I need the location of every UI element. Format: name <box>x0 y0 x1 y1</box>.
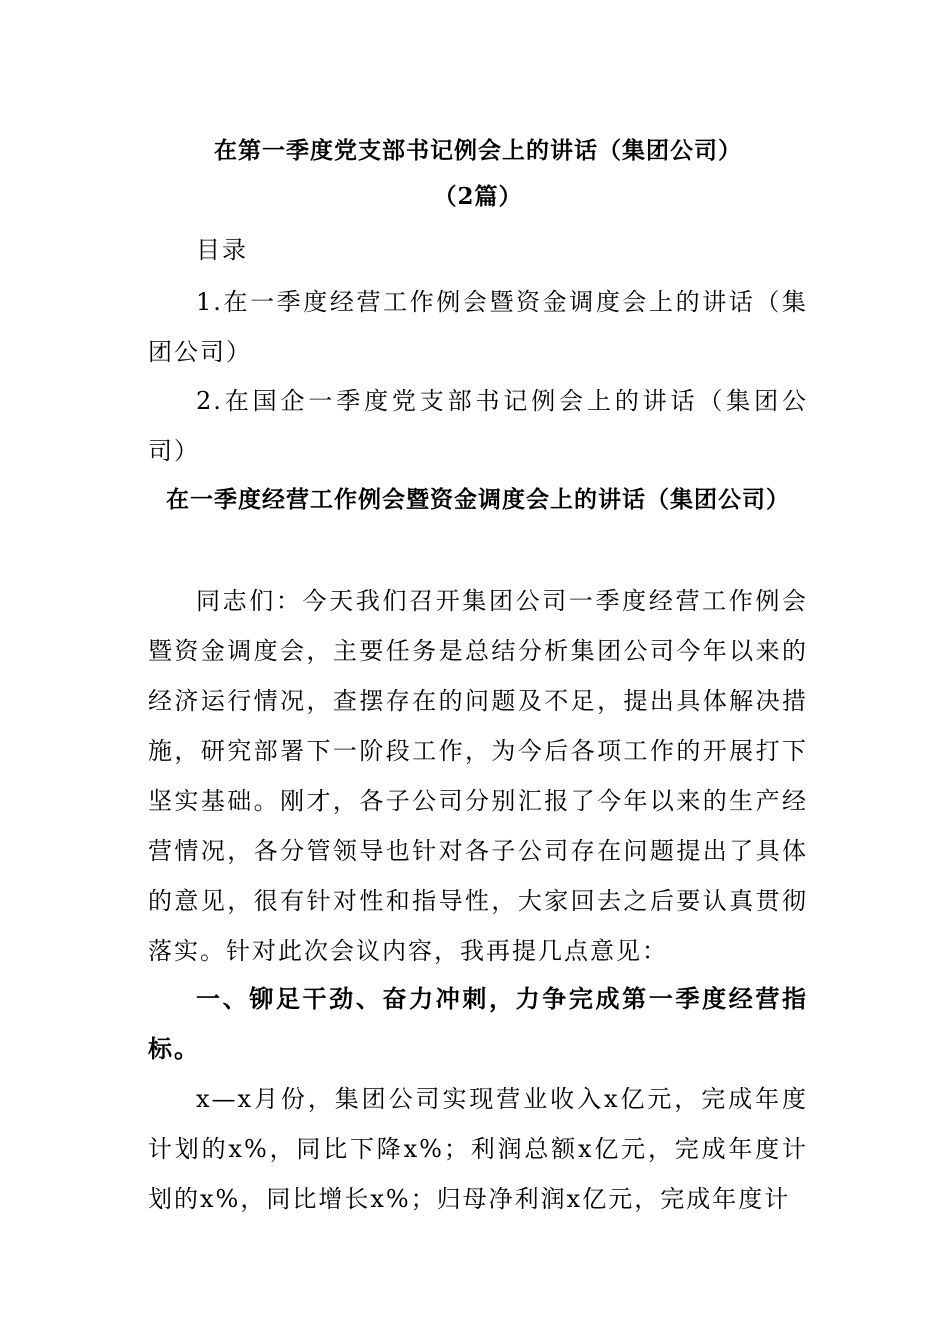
toc-item-1: 1.在一季度经营工作例会暨资金调度会上的讲话（集团公司） <box>148 288 808 366</box>
toc-label: 目录 <box>196 236 248 264</box>
document-title <box>148 128 808 220</box>
section-heading-1: 一、铆足干劲、奋力冲刺，力争完成第一季度经营指标。 <box>148 984 808 1063</box>
document-title-line-2: （2篇） <box>433 183 523 210</box>
body-paragraph-1: x—x月份，集团公司实现营业收入x亿元，完成年度计划的x%，同比下降x%；利润总额x亿元，完成年度计划的x%，同比增长x%；归母净利润x亿元，完成年度计 <box>148 1085 808 1213</box>
document-title-line-1: 在第一季度党支部书记例会上的讲话（集团公司） <box>214 137 742 164</box>
toc-item-2: 2.在国企一季度党支部书记例会上的讲话（集团公司） <box>148 387 808 465</box>
intro-paragraph: 同志们：今天我们召开集团公司一季度经营工作例会暨资金调度会，主要任务是总结分析集团公司今年以来的经济运行情况，查摆存在的问题及不足，提出具体解决措施，研究部署下一阶段工作，为今后各项工作的开展打下坚实基础。刚才，各子公司分别汇报了今年以来的生产经营情况，各分管领导也针对各子公司存在问题提出了具体的意见，很有针对性和指导性，大家回去之后要认真贯彻落实。针对此次会议内容，我再提几点意见： <box>148 587 808 965</box>
section-title: 在一季度经营工作例会暨资金调度会上的讲话（集团公司） <box>166 486 790 513</box>
